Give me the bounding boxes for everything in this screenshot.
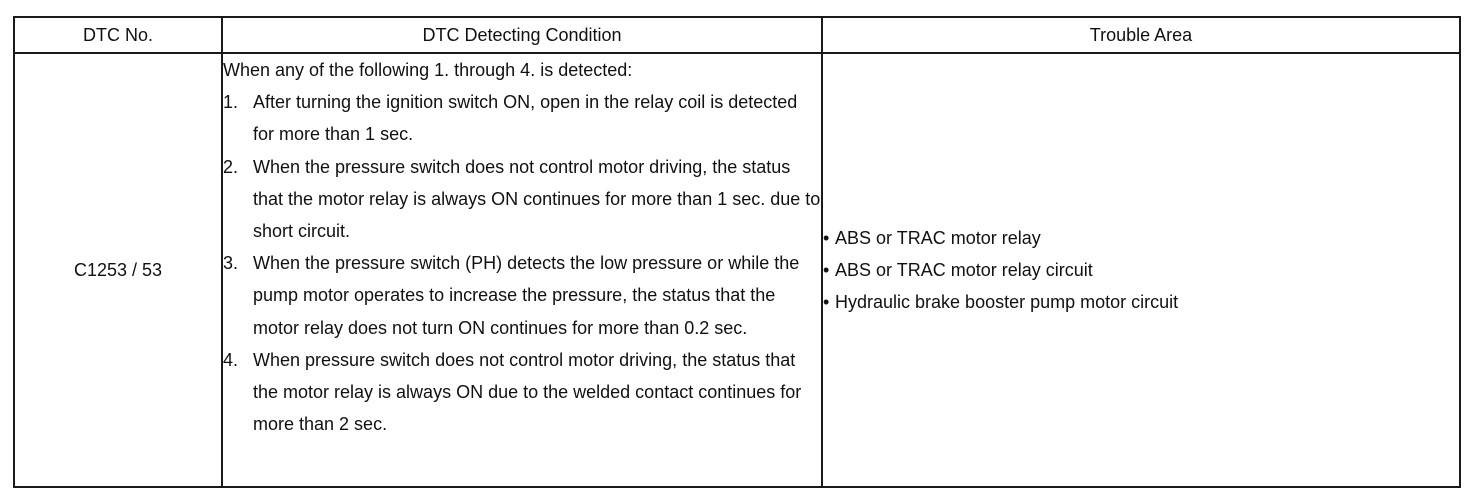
trouble-area-list [823, 222, 1459, 318]
bullet-icon: • [823, 292, 830, 312]
dtc-code: C1253 / 53 [14, 53, 222, 487]
condition-text: After turning the ignition switch ON, open in the relay coil is detected for more than 1 sec. [253, 92, 798, 145]
condition-item [223, 86, 821, 150]
condition-number: 1. [223, 92, 239, 113]
header-detecting-condition: DTC Detecting Condition [222, 17, 822, 53]
bullet-icon: • [823, 228, 830, 248]
trouble-area-text: ABS or TRAC motor relay [835, 228, 1041, 248]
condition-number: 4. [223, 349, 239, 370]
dtc-table [13, 16, 1461, 488]
condition-text: When the pressure switch (PH) detects the low pressure or while the pump motor operates to increase the pressure, the status that the motor relay does not turn ON continues for more than 0.2 sec. [253, 253, 800, 338]
condition-text: When the pressure switch does not control motor driving, the status that the motor relay is always ON continues for more than 1 sec. due to short circuit. [253, 156, 821, 242]
header-trouble-area: Trouble Area [822, 17, 1460, 53]
condition-intro: When any of the following 1. through 4. is detected: [223, 60, 633, 80]
header-dtc-no: DTC No. [14, 17, 222, 53]
condition-item [223, 151, 821, 248]
condition-item [223, 247, 821, 344]
bullet-icon: • [823, 260, 830, 280]
trouble-area-text: ABS or TRAC motor relay circuit [835, 260, 1093, 280]
condition-number: 3. [223, 253, 239, 274]
trouble-area-item [823, 286, 1459, 318]
trouble-area-item [823, 254, 1459, 286]
trouble-area-text: Hydraulic brake booster pump motor circuit [835, 292, 1179, 312]
trouble-area-cell [822, 53, 1460, 487]
header-row [14, 17, 1460, 53]
condition-text: When pressure switch does not control motor driving, the status that the motor relay is always ON due to the welded contact continues for more than 2 sec. [253, 349, 802, 435]
condition-item [223, 344, 821, 441]
detecting-condition-cell [222, 53, 822, 487]
condition-number: 2. [223, 156, 239, 177]
table-row [14, 53, 1460, 487]
condition-list [223, 86, 821, 440]
trouble-area-item [823, 222, 1459, 254]
